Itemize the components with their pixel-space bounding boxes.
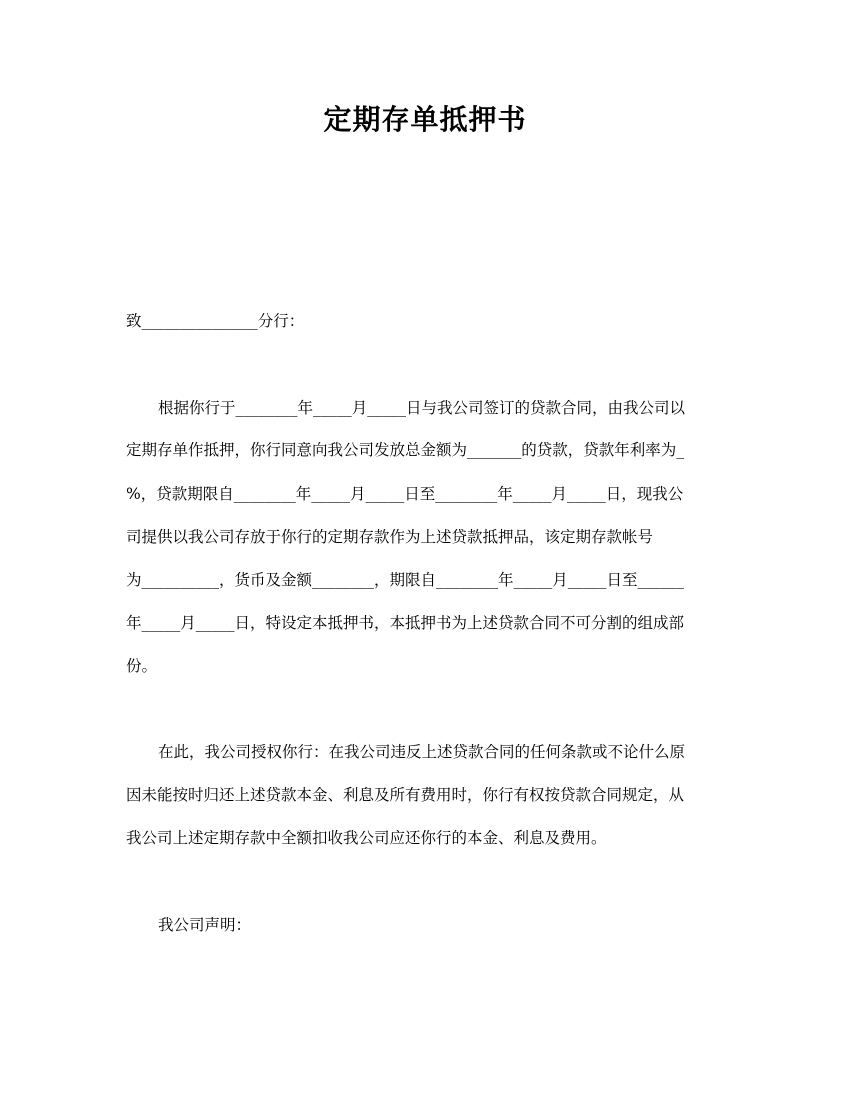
declaration-heading: 我公司声明： bbox=[158, 916, 252, 934]
addressee-line: 致_______________分行： bbox=[126, 312, 305, 330]
document-title: 定期存单抵押书 bbox=[323, 103, 527, 136]
paragraph-line: 年_____月_____日，特设定本抵押书，本抵押书为上述贷款合同不可分割的组成部 bbox=[126, 614, 685, 632]
paragraph-line: 因未能按时归还上述贷款本金、利息及所有费用时，你行有权按贷款合同规定，从 bbox=[126, 786, 685, 804]
paragraph-line: 根据你行于________年_____月_____日与我公司签订的贷款合同，由我公司以 bbox=[158, 399, 686, 417]
paragraph-line: 份。 bbox=[126, 657, 158, 675]
paragraph-line: 为__________，货币及金额________，期限自________年_____月_____日至______ bbox=[126, 571, 685, 589]
paragraph-line: 司提供以我公司存放于你行的定期存款作为上述贷款抵押品，该定期存款帐号 bbox=[126, 528, 654, 546]
paragraph-line: 在此，我公司授权你行：在我公司违反上述贷款合同的任何条款或不论什么原 bbox=[158, 743, 686, 761]
paragraph-line: 我公司上述定期存款中全额扣收我公司应还你行的本金、利息及费用。 bbox=[126, 829, 607, 847]
paragraph-line: %，贷款期限自________年_____月_____日至________年_____月_____日，现我公 bbox=[126, 485, 684, 503]
paragraph-line: 定期存单作抵押，你行同意向我公司发放总金额为_______的贷款，贷款年利率为_ bbox=[126, 441, 685, 459]
